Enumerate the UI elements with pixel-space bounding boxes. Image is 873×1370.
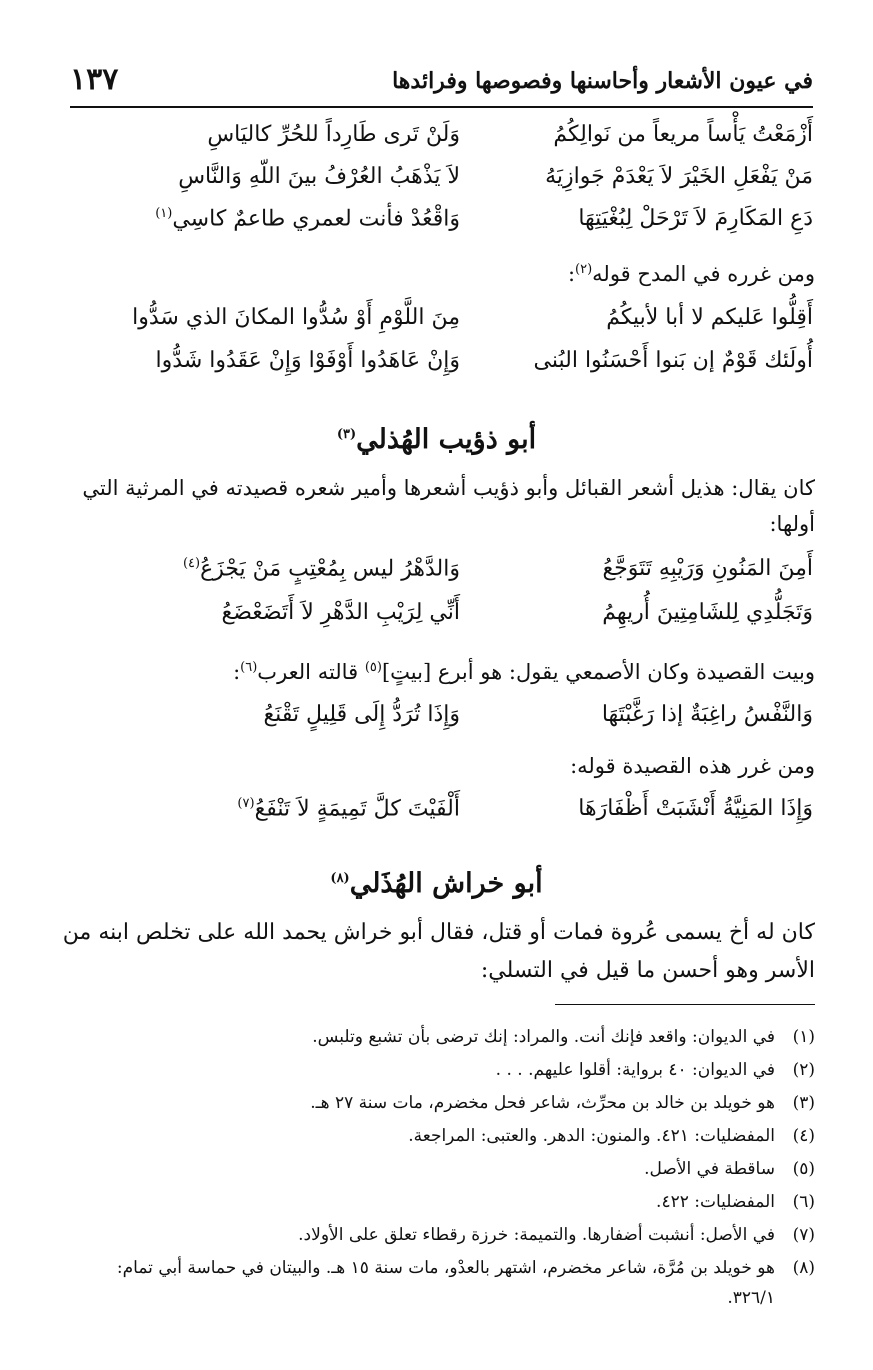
verse-line <box>70 702 813 742</box>
page-number: ١٣٧ <box>70 62 119 97</box>
footnote-number: (٨) <box>792 1258 815 1278</box>
verse-hemistich-2 <box>120 206 460 231</box>
footnote-text: في الأصل: أنشبت أضفارها. والتميمة: خرزة رقطاء تعلق على الأولاد. <box>298 1225 775 1245</box>
verse-hemistich-1: وَالنَّفْسُ راغِبَةٌ إذا رَغَّبْتَهَا <box>601 702 813 727</box>
verse-line <box>70 305 813 345</box>
section-line <box>60 650 815 690</box>
verse-hemistich-2: وَإِذَا تُرَدُّ إِلَى قَلِيلٍ تَقْنَعُ <box>263 702 460 727</box>
footnote-ref: (٢) <box>575 262 593 277</box>
heading-text: أبو ذؤيب الهُذلي <box>356 424 537 455</box>
footnote-ref: (٤) <box>182 556 201 571</box>
header-rule <box>70 106 813 108</box>
footnote <box>80 1253 815 1317</box>
verse-hemistich-1: أَزْمَعْتُ يَأْساً مريعاً من نَوالِكُمُ <box>553 122 813 147</box>
footnote-ref: (٧) <box>237 796 255 811</box>
footnote-ref: (١) <box>155 206 173 221</box>
verse-hemistich-1: وَإِذَا المَنِيَّةُ أَنْشَبَتْ أَظْفَارَهَا <box>578 796 813 821</box>
section-paragraph: كان يقال: هذيل أشعر القبائل وأبو ذؤيب أشعرها وأمير شعره قصيدته في المرثية التي أولها: <box>82 476 815 536</box>
verse-line <box>70 796 813 836</box>
verse-line <box>70 206 813 246</box>
footnote-number: (٣) <box>792 1093 815 1113</box>
verse-hemistich-2: وَلَنْ تَرى طَارِداً للحُرِّ كاليَاسِ <box>207 122 460 147</box>
footnote-text: في الديوان: ٤٠ برواية: أقلوا عليهم. . . . <box>495 1060 775 1080</box>
verse-hemistich-1: أَقِلُّوا عَليكم لا أبا لأبيكُمُ <box>606 305 813 330</box>
heading-text: أبو خراش الهُذَلي <box>349 868 543 899</box>
verse-hemistich-2: مِنَ اللَّوْمِ أَوْ سُدُّوا المكانَ الذي سَدُّوا <box>132 305 460 330</box>
madh-intro <box>60 252 815 292</box>
section-heading <box>0 424 873 455</box>
line-text: وبيت القصيدة وكان الأصمعي يقول: هو أبرع [بيتٍ] <box>381 660 815 684</box>
footnote-text: ساقطة في الأصل. <box>644 1159 775 1179</box>
footnote-ref: (٦) <box>240 660 258 675</box>
footnote-separator <box>555 1004 815 1005</box>
footnote-number: (٤) <box>792 1126 815 1146</box>
footnote-text: المفضليات: ٤٢٢. <box>656 1192 775 1212</box>
verse-hemistich-1: وَتَجَلُّدِي لِلشَامِتِينَ أُريهِمُ <box>602 600 813 625</box>
line-text: قالته العرب <box>257 660 365 684</box>
verse-hemistich-1: دَعِ المَكَارِمَ لاَ تَرْحَلْ لِبُغْيَتِهَا <box>578 206 813 231</box>
footnote-ref: (٣) <box>336 427 357 442</box>
verse-hemistich-2: أَنِّي لِرَيْبِ الدَّهْرِ لاَ أَتَضَعْضَعُ <box>221 600 460 625</box>
footnote-number: (٦) <box>792 1192 815 1212</box>
footnote-number: (٧) <box>792 1225 815 1245</box>
header-title: في عيون الأشعار وأحاسنها وفصوصها وفرائدها <box>392 68 813 94</box>
footnote-text: المفضليات: ٤٢١. والمنون: الدهر. والعتبى: المراجعة. <box>408 1126 775 1146</box>
footnote-text: في الديوان: واقعد فإنك أنت. والمراد: إنك ترضى بأن تشبع وتلبس. <box>312 1027 775 1047</box>
footnote-number: (٥) <box>792 1159 815 1179</box>
verse-text: أَلْفَيْتَ كلَّ تَمِيمَةٍ لاَ تَنْفَعُ <box>254 796 460 822</box>
verse-line <box>70 556 813 596</box>
footnote-number: (٢) <box>792 1060 815 1080</box>
verse-hemistich-1: أُولَئك قَوْمٌ إن بَنوا أَحْسَنُوا البُنى <box>533 348 813 373</box>
section-heading <box>0 868 873 899</box>
footnote-number: (١) <box>792 1027 815 1047</box>
section-line: ومن غرر هذه القصيدة قوله: <box>570 754 815 778</box>
verse-text: وَالدَّهْرُ ليس بِمُعْتِبٍ مَنْ يَجْزَعُ <box>200 556 460 582</box>
line-end: : <box>233 660 241 684</box>
verse-hemistich-1: مَنْ يَفْعَلِ الخَيْرَ لاَ يَعْدَمْ جَوازِيَهُ <box>545 164 813 189</box>
verse-line <box>70 348 813 388</box>
footnote-text: هو خويلد بن خالد بن محرِّث، شاعر فحل مخضرم، مات سنة ٢٧ هـ. <box>310 1093 775 1113</box>
verse-hemistich-2 <box>120 796 460 821</box>
verse-text: وَاقْعُدْ فأنت لعمري طاعمٌ كاسِي <box>172 206 460 232</box>
verse-line <box>70 164 813 204</box>
verse-hemistich-2: وَإِنْ عَاهَدُوا أَوْفَوْا وَإِنْ عَقَدُوا شَدُّوا <box>155 348 460 373</box>
verse-line <box>70 600 813 640</box>
intro-text: ومن غرره في المدح قوله <box>592 262 815 286</box>
footnote-text: هو خويلد بن مُرَّة، شاعر مخضرم، اشتهر بالعدْو، مات سنة ١٥ هـ. والبيتان في حماسة أبي تمام: ٣٢٦/١. <box>116 1258 775 1308</box>
verse-line <box>70 122 813 162</box>
verse-hemistich-2: لاَ يَذْهَبُ العُرْفُ بينَ اللّهِ وَالنَّاسِ <box>178 164 460 189</box>
running-header <box>70 62 813 102</box>
footnote-ref: (٨) <box>330 871 350 886</box>
verse-hemistich-2 <box>120 556 460 581</box>
section-paragraph: كان له أخ يسمى عُروة فمات أو قتل، فقال أبو خراش يحمد الله على تخلص ابنه من الأسر وهو أحسن ما قيل في التسلي: <box>62 920 815 983</box>
intro-end: : <box>567 262 576 286</box>
footnote-ref: (٥) <box>364 660 382 675</box>
verse-hemistich-1: أَمِنَ المَنُونِ وَرَيْبِهِ تَتَوَجَّعُ <box>602 556 813 581</box>
